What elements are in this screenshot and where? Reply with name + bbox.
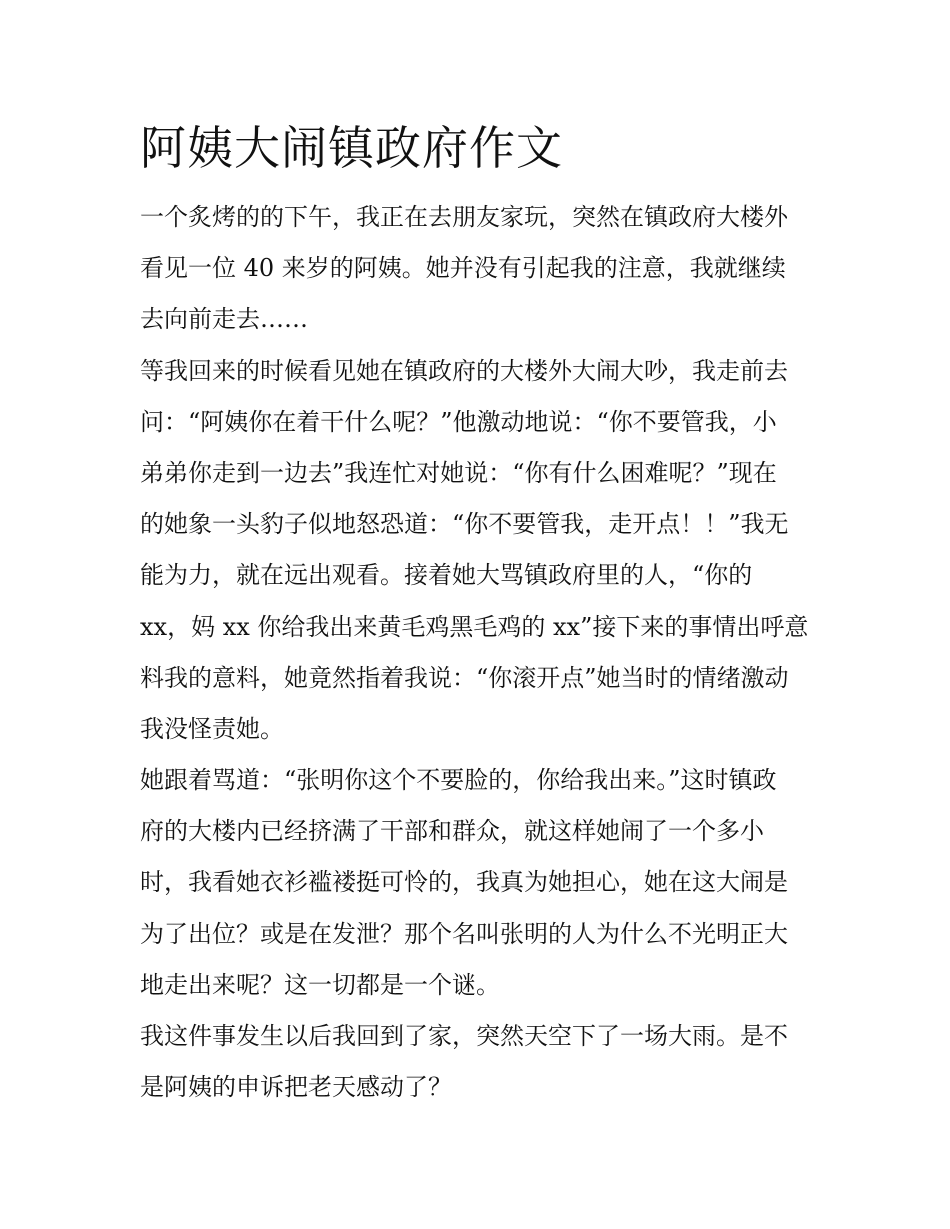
paragraph-line: 料我的意料，她竟然指着我说：“你滚开点”她当时的情绪激动 xyxy=(140,663,789,692)
paragraph-4 xyxy=(140,1011,815,1113)
paragraph-line: 能为力，就在远出观看。接着她大骂镇政府里的人，“你的 xyxy=(140,561,753,590)
paragraph-3 xyxy=(140,755,815,1011)
paragraph-line: 看见一位 40 来岁的阿姨。她并没有引起我的注意，我就继续 xyxy=(140,254,786,283)
paragraph-2 xyxy=(140,346,815,756)
paragraph-line: 一个炙烤的的下午，我正在去朋友家玩，突然在镇政府大楼外 xyxy=(140,203,788,231)
paragraph-line: 她跟着骂道：“张明你这个不要脸的，你给我出来。”这时镇政 xyxy=(140,766,777,795)
paragraph-line: 时，我看她衣衫褴褛挺可怜的，我真为她担心，她在这大闹是 xyxy=(140,868,788,897)
paragraph-line: 是阿姨的申诉把老天感动了？ xyxy=(140,1073,452,1102)
paragraph-line: 去向前走去…… xyxy=(140,305,308,334)
document-page xyxy=(140,118,815,1113)
paragraph-line: 地走出来呢？这一切都是一个谜。 xyxy=(140,970,500,999)
paragraph-line: 为了出位？或是在发泄？那个名叫张明的人为什么不光明正大 xyxy=(140,919,788,948)
paragraph-1 xyxy=(140,192,815,346)
paragraph-line: 我没怪责她。 xyxy=(140,714,284,743)
paragraph-line: 的她象一头豹子似地怒恐道：“你不要管我，走开点！！”我无 xyxy=(140,510,789,539)
paragraph-line: 弟弟你走到一边去”我连忙对她说：“你有什么困难呢？”现在 xyxy=(140,458,777,487)
paragraph-line: 等我回来的时候看见她在镇政府的大楼外大闹大吵，我走前去 xyxy=(140,356,788,385)
document-body xyxy=(140,192,815,1113)
document-title: 阿姨大闹镇政府作文 xyxy=(140,121,563,175)
paragraph-line: 我这件事发生以后我回到了家，突然天空下了一场大雨。是不 xyxy=(140,1022,788,1050)
paragraph-line: 问：“阿姨你在着干什么呢？”他激动地说：“你不要管我，小 xyxy=(140,407,777,436)
paragraph-line: 府的大楼内已经挤满了干部和群众，就这样她闹了一个多小 xyxy=(140,817,764,846)
paragraph-line: xx，妈 xx 你给我出来黄毛鸡黑毛鸡的 xx”接下来的事情出呼意 xyxy=(140,612,809,641)
